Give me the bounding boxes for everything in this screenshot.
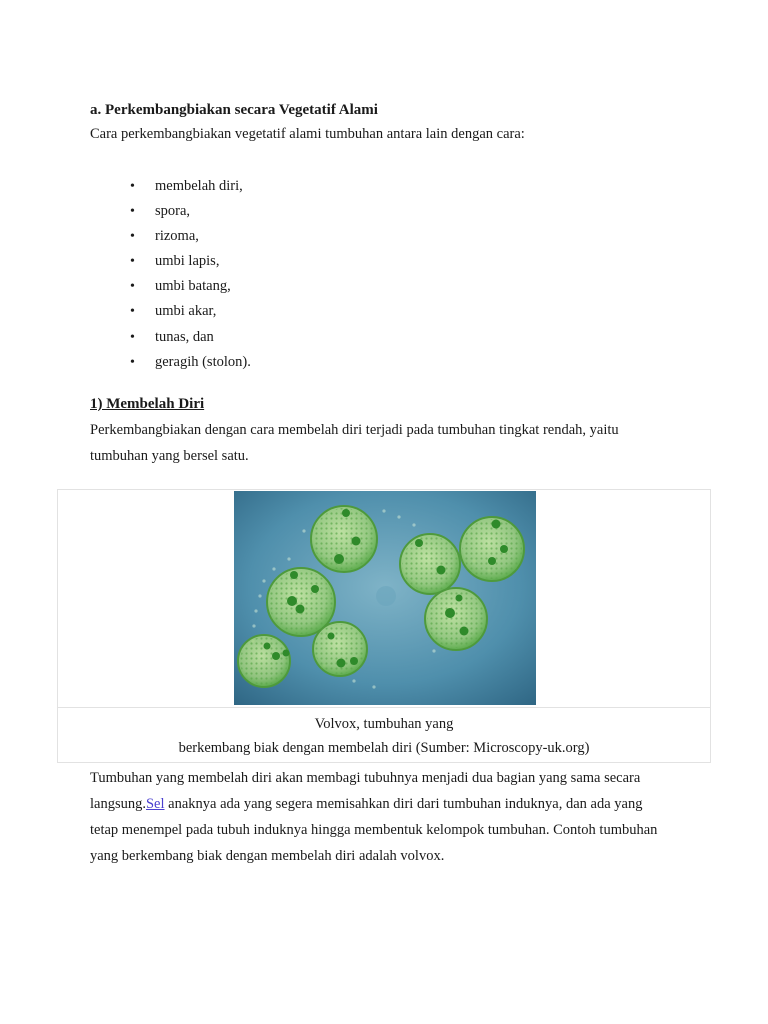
paragraph-text: anaknya ada yang segera memisahkan diri dari tumbuhan induknya, dan ada yang tetap menempel pada tubuh induknya hingga membentuk kelompok tumbuhan. Contoh tumbuhan yang berkembang biak dengan membelah diri adalah volvox.	[90, 796, 658, 864]
list-item: • umbi akar,	[90, 299, 490, 324]
subsection-heading: 1) Membelah Diri	[90, 396, 205, 412]
intro-paragraph: Cara perkembangbiakan vegetatif alami tumbuhan antara lain dengan cara:	[90, 126, 525, 142]
figure-image-cell	[58, 490, 710, 708]
list-item: • umbi lapis,	[90, 249, 490, 274]
paragraph-text: Tumbuhan yang membelah diri akan membagi tubuhnya menjadi dua bagian yang sama secara langsung.	[90, 770, 641, 812]
list-item: • membelah diri,	[90, 174, 490, 199]
sel-link[interactable]: Sel	[145, 796, 165, 812]
list-item: • geragih (stolon).	[90, 350, 490, 375]
section-heading: a. Perkembangbiakan secara Vegetatif Alami	[90, 102, 378, 118]
figure-caption	[58, 712, 710, 760]
caption-line: Volvox, tumbuhan yang	[314, 716, 454, 732]
figure-table	[57, 489, 711, 763]
membelah-diri-paragraph: Perkembangbiakan dengan cara membelah diri terjadi pada tumbuhan tingkat rendah, yaitu tumbuhan yang bersel satu.	[90, 422, 619, 464]
list-item: • tunas, dan	[90, 325, 490, 350]
volvox-photo	[234, 491, 536, 705]
reproduction-methods-list	[90, 174, 490, 375]
list-item: • rizoma,	[90, 224, 490, 249]
list-item: • umbi batang,	[90, 274, 490, 299]
explanation-paragraph	[90, 765, 660, 869]
list-item: • spora,	[90, 199, 490, 224]
caption-line: berkembang biak dengan membelah diri (Sumber: Microscopy-uk.org)	[178, 740, 590, 756]
